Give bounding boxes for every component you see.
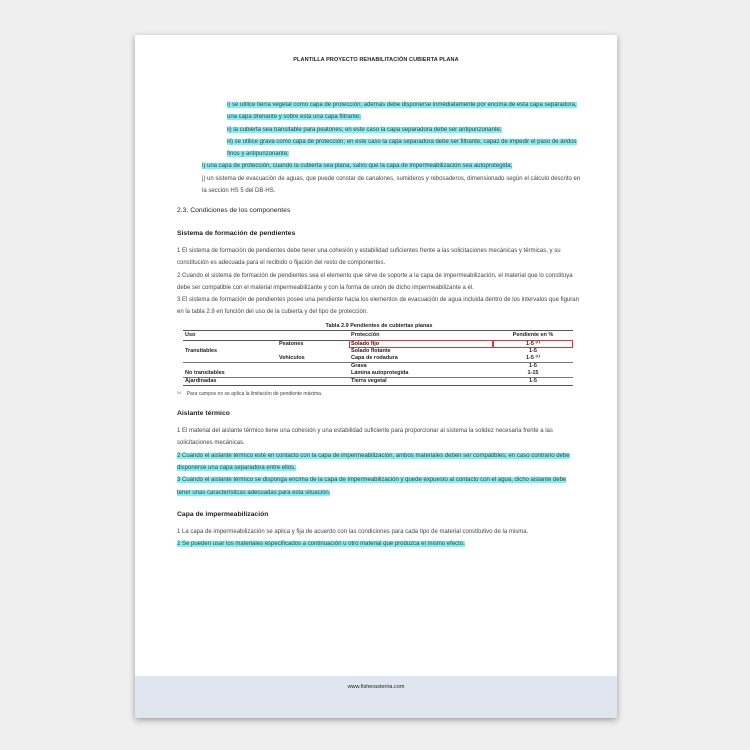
document-page: [135, 35, 617, 718]
table-cell: Solado flotante: [351, 347, 391, 354]
table-row: [183, 370, 573, 378]
paragraph: 2 Cuando el sistema de formación de pendientes sea el elemento que sirve de soporte a la capa de impermeabilización, el material que lo constituya debe ser compatible con el material impermeabilizante y con la forma de unión de dicho impermeabilizante a él.: [177, 272, 573, 291]
table-cell: 1-15: [527, 369, 539, 376]
paragraph: 1 El material del aislante térmico tiene una cohesión y una estabilidad suficiente para proporcionar al sistema la solidez necesaria frente a las solicitaciones mecánicas.: [177, 428, 553, 447]
table-header-proteccion: Protección: [349, 330, 493, 340]
subsection-heading-impermeabilizacion: Capa de impermeabilización: [177, 510, 269, 518]
paragraph: 2 Cuando el aislante térmico esté en contacto con la capa de impermeabilización, ambos materiales deben ser compatibles; en caso contrario debe disponerse una capa separadora entre ellos.: [177, 452, 570, 471]
list-item: iii) se utilice grava como capa de protección; en este caso la capa separadora debe ser filtrante, capaz de impedir el paso de áridos finos y antipunzonante;: [227, 138, 577, 158]
table-header-pendiente: Pendiente en %: [493, 330, 573, 340]
list-item: j) un sistema de evacuación de aguas, que puede constar de canalones, sumideros y rebosaderos, dimensionado según el cálculo descrito en la sección HS 5 del DB-HS.: [202, 175, 581, 195]
paragraph: 1 La capa de impermeabilización se aplica y fija de acuerdo con las condiciones para cada tipo de material constitutivo de la misma.: [177, 529, 529, 536]
table-row: [183, 340, 573, 348]
table-cell: 1-5: [493, 377, 573, 385]
table-row: [183, 348, 573, 355]
table-row: [183, 377, 573, 385]
list-item: i) se utilice tierra vegetal como capa de protección; además debe disponerse inmediatamente por encima de esta capa separadora, una capa drenante y sobre esta una capa filtrante;: [227, 102, 577, 121]
table-row: [183, 362, 573, 370]
table-header-row: [183, 330, 573, 340]
table-cell: Tierra vegetal: [349, 377, 493, 385]
page-footer: [135, 676, 617, 718]
table-cell-highlighted: 1-5 ⁽¹⁾: [493, 340, 573, 348]
footer-link[interactable]: www.fisherasterria.com: [347, 684, 405, 690]
list-item: i) una capa de protección, cuando la cubierta sea plana, salvo que la capa de impermeabilización sea autoprotegida;: [202, 163, 513, 170]
table-row: [183, 355, 573, 363]
table-header-uso: Uso: [183, 330, 277, 340]
table-cell: Lámina autoprotegida: [351, 369, 409, 376]
paragraph: 3 Cuando el aislante térmico se disponga encima de la capa de impermeabilización y quede expuesto al contacto con el agua, dicho aislante debe tener unas características adecuadas para esta situación.: [177, 477, 567, 496]
paragraph: 3 El sistema de formación de pendientes posee una pendiente hacia los elementos de evacuación de agua incluida dentro de los intervalos que figuran en la tabla 2.9 en función del uso de la cubierta y del tipo de protección.: [177, 297, 579, 316]
table-cell: Vehículos: [279, 354, 305, 361]
list-item: ii) la cubierta sea transitable para peatones; en este caso la capa separadora debe ser antipunzonante;: [227, 126, 502, 133]
page-header: PLANTILLA PROYECTO REHABILITACIÓN CUBIERTA PLANA: [293, 57, 459, 63]
table-cell: Capa de rodadura: [351, 354, 398, 361]
table-cell: 1-5 ⁽¹⁾: [525, 354, 540, 361]
paragraph: 2 Se pueden usar los materiales especificados a continuación u otro material que produzca el mismo efecto.: [177, 541, 465, 548]
slopes-table: [183, 330, 573, 386]
paragraph: 1 El sistema de formación de pendientes debe tener una cohesión y estabilidad suficientes frente a las solicitaciones mecánicas y térmicas, y su constitución es adecuada para el recibido o fijación del resto de componentes.: [177, 247, 561, 267]
table-cell: Peatones: [279, 340, 304, 347]
table-cell: Transitables: [185, 347, 218, 354]
page-content: [177, 99, 581, 551]
table-cell: Grava: [349, 362, 493, 370]
table-cell: 1-5: [529, 347, 537, 354]
table-caption: Tabla 2.9 Pendientes de cubiertas planas: [325, 322, 433, 329]
table-note: ⁽¹⁾ Para campos no se aplica la limitación de pendiente máxima.: [177, 390, 323, 397]
section-heading: 2.3. Condiciones de los componentes: [177, 207, 291, 215]
table-cell-highlighted: Solado fijo: [349, 340, 493, 348]
subsection-heading-pendientes: Sistema de formación de pendientes: [177, 229, 296, 237]
subsection-heading-aislante: Aislante térmico: [177, 409, 230, 417]
table-cell: 1-5: [493, 362, 573, 370]
table-cell: No transitables: [185, 369, 225, 376]
table-cell: Ajardinadas: [183, 377, 277, 385]
